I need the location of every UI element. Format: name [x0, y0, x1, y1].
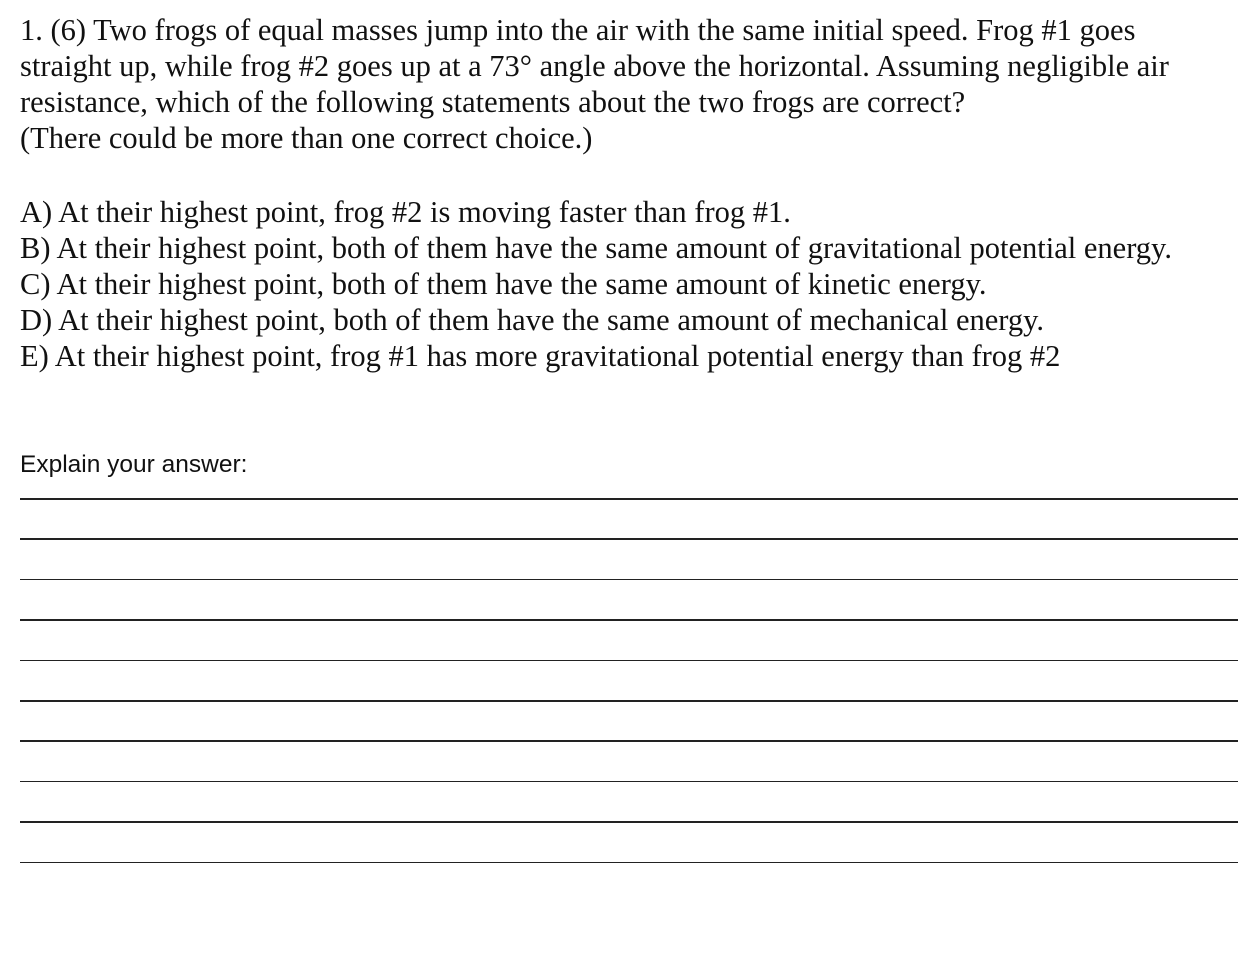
answer-blank-line	[20, 781, 1238, 783]
choice-c: C) At their highest point, both of them have the same amount of kinetic energy.	[20, 267, 987, 301]
answer-choices	[20, 194, 1240, 374]
answer-blank-line	[20, 579, 1238, 581]
answer-blank-line	[20, 498, 1238, 500]
question-line: 1. (6) Two frogs of equal masses jump into the air with the same initial speed. Frog #1 goes	[20, 13, 1136, 47]
choice-d: D) At their highest point, both of them have the same amount of mechanical energy.	[20, 303, 1045, 337]
answer-blank-line	[20, 740, 1238, 742]
explain-label: Explain your answer:	[20, 451, 248, 478]
choice-e: E) At their highest point, frog #1 has more gravitational potential energy than frog #2	[20, 339, 1061, 373]
answer-blank-line	[20, 619, 1238, 621]
answer-lines	[20, 498, 1240, 863]
question-text	[20, 12, 1240, 156]
question-line: straight up, while frog #2 goes up at a 73° angle above the horizontal. Assuming negligible air	[20, 49, 1169, 83]
answer-blank-line	[20, 862, 1238, 864]
choice-a: A) At their highest point, frog #2 is moving faster than frog #1.	[20, 195, 791, 229]
answer-blank-line	[20, 821, 1238, 823]
worksheet-page	[20, 12, 1240, 902]
answer-blank-line	[20, 700, 1238, 702]
answer-blank-line	[20, 660, 1238, 662]
question-line: resistance, which of the following statements about the two frogs are correct?	[20, 85, 966, 119]
question-note: (There could be more than one correct choice.)	[20, 121, 593, 155]
answer-blank-line	[20, 538, 1238, 540]
choice-b: B) At their highest point, both of them have the same amount of gravitational potential energy.	[20, 231, 1172, 265]
